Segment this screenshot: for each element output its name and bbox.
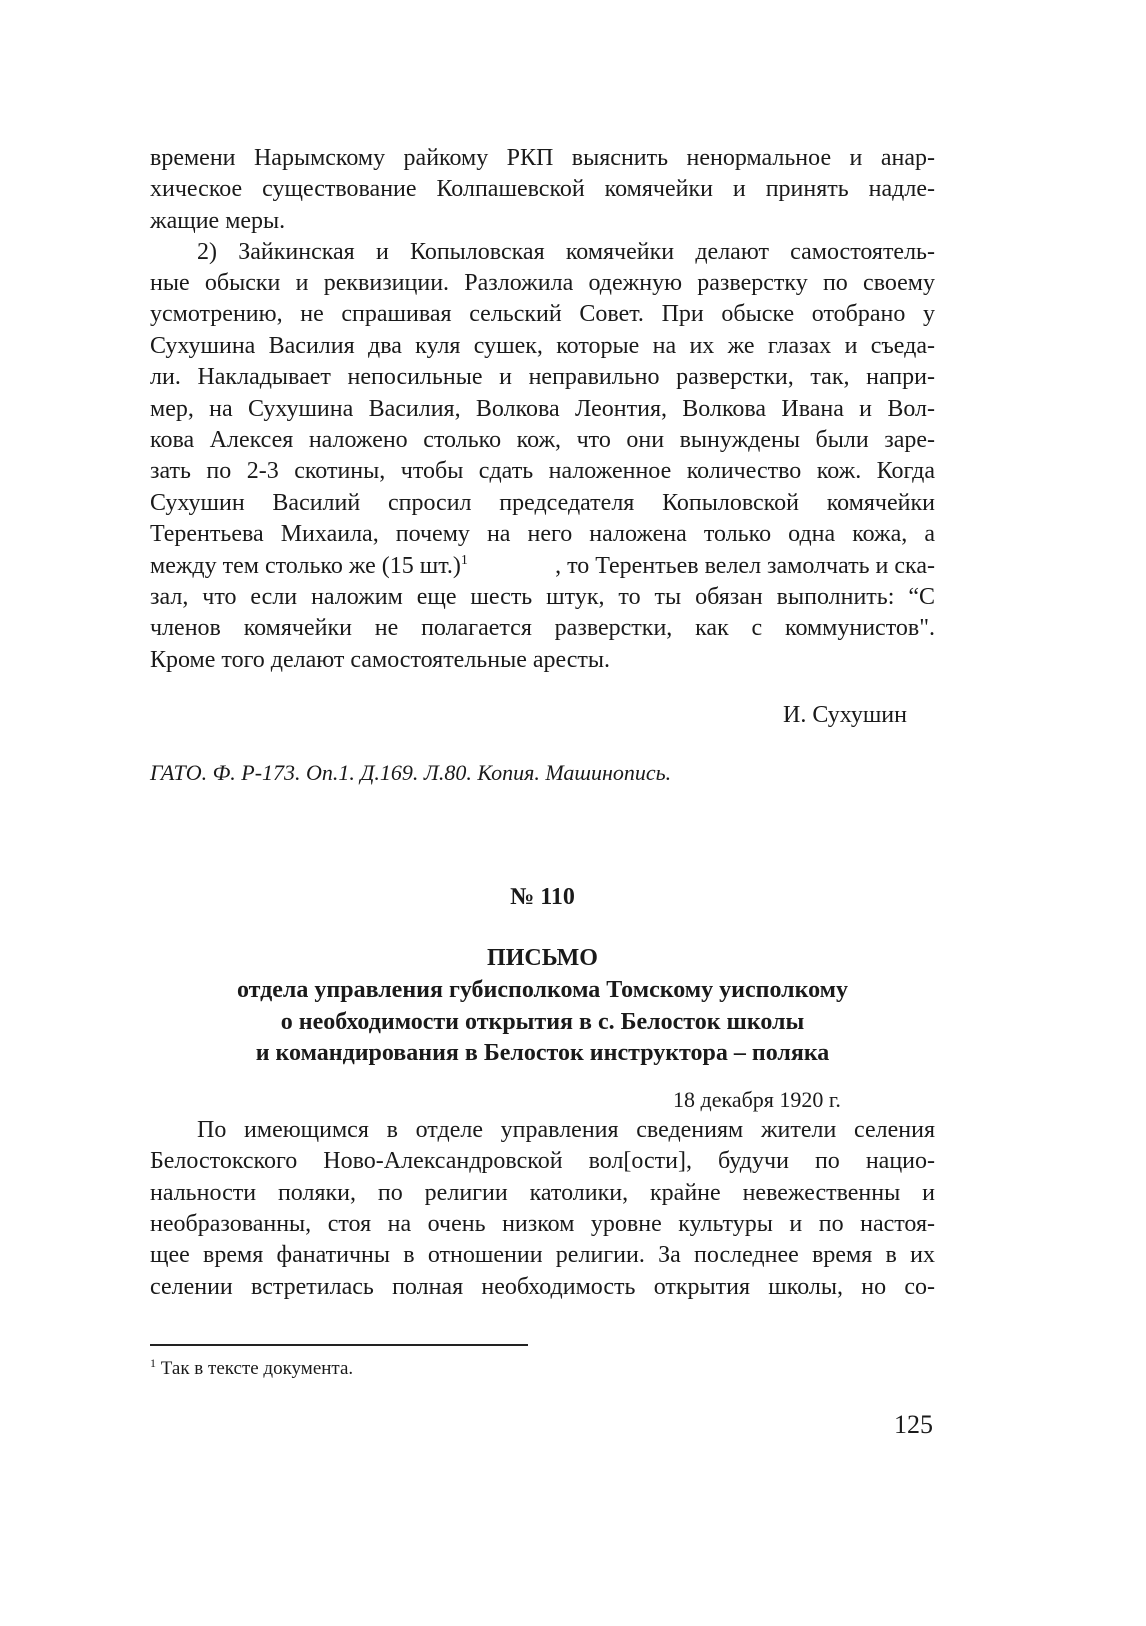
text-line: нальности поляки, по религии католики, крайне невежественны и <box>150 1180 935 1206</box>
text-line: ли. Накладывает непосильные и неправильно разверстки, так, напри- <box>150 364 935 390</box>
text-fragment: между тем столько же (15 шт.) <box>150 553 461 579</box>
document-type: ПИСЬМО <box>487 945 598 971</box>
footnote-ref: 1 <box>460 553 468 568</box>
document-title-line: о необходимости открытия в с. Белосток школы <box>280 1009 805 1035</box>
text-line: Сухушина Василия два куля сушек, которые на их же глазах и съеда- <box>150 333 935 359</box>
text-line: Кроме того делают самостоятельные аресты. <box>150 647 611 673</box>
text-line: По имеющимся в отделе управления сведениям жители селения <box>197 1117 935 1143</box>
text-line: усмотрению, не спрашивая сельский Совет. При обыске отобрано у <box>150 301 935 327</box>
text-line: щее время фанатичны в отношении религии. За последнее время в их <box>150 1242 935 1268</box>
text-line: хическое существование Колпашевской комячейки и принять надле- <box>150 176 935 202</box>
text-line: мер, на Сухушина Василия, Волкова Леонтия, Волкова Ивана и Вол- <box>150 396 935 422</box>
text-fragment <box>150 551 468 581</box>
footnote-divider <box>150 1344 528 1346</box>
text-fragment: , то Терентьев велел замолчать и ска- <box>555 553 935 579</box>
text-line: Терентьева Михаила, почему на него наложена только одна кожа, а <box>150 521 935 547</box>
document-date: 18 декабря 1920 г. <box>673 1087 841 1112</box>
text-line: необразованны, стоя на очень низком уровне культуры и по настоя- <box>150 1211 935 1237</box>
text-line: Белостокского Ново-Александровской вол[ости], будучи по нацио- <box>150 1148 935 1174</box>
document-title-line: и командирования в Белосток инструктора – поляка <box>255 1040 830 1066</box>
text-line: ные обыски и реквизиции. Разложила одежную разверстку по своему <box>150 270 935 296</box>
text-line <box>150 551 935 581</box>
text-line: Сухушин Василий спросил председателя Копыловской комячейки <box>150 490 935 516</box>
document-title-line: отдела управления губисполкома Томскому уисполкому <box>236 977 848 1003</box>
footnote <box>150 1358 353 1380</box>
archive-source: ГАТО. Ф. Р-173. Оп.1. Д.169. Л.80. Копия. Машинопись. <box>150 760 672 785</box>
signature: И. Сухушин <box>783 702 907 728</box>
text-line: членов комячейки не полагается разверстки, как с коммунистов". <box>150 615 935 641</box>
text-line: зать по 2-3 скотины, чтобы сдать наложенное количество кож. Когда <box>150 458 935 484</box>
text-line: времени Нарымскому райкому РКП выяснить ненормальное и анар- <box>150 145 935 171</box>
text-line: селении встретилась полная необходимость открытия школы, но со- <box>150 1274 935 1300</box>
document-number: № 110 <box>510 884 575 910</box>
page-number: 125 <box>894 1410 933 1439</box>
text-line: 2) Зайкинская и Копыловская комячейки делают самостоятель- <box>197 239 935 265</box>
text-line: зал, что если наложим еще шесть штук, то ты обязан выполнить: “С <box>150 584 935 610</box>
text-line: кова Алексея наложено столько кож, что они вынуждены были заре- <box>150 427 935 453</box>
footnote-text: Так в тексте документа. <box>160 1358 354 1379</box>
text-line: жащие меры. <box>150 208 286 234</box>
footnote-marker: 1 <box>150 1356 156 1370</box>
